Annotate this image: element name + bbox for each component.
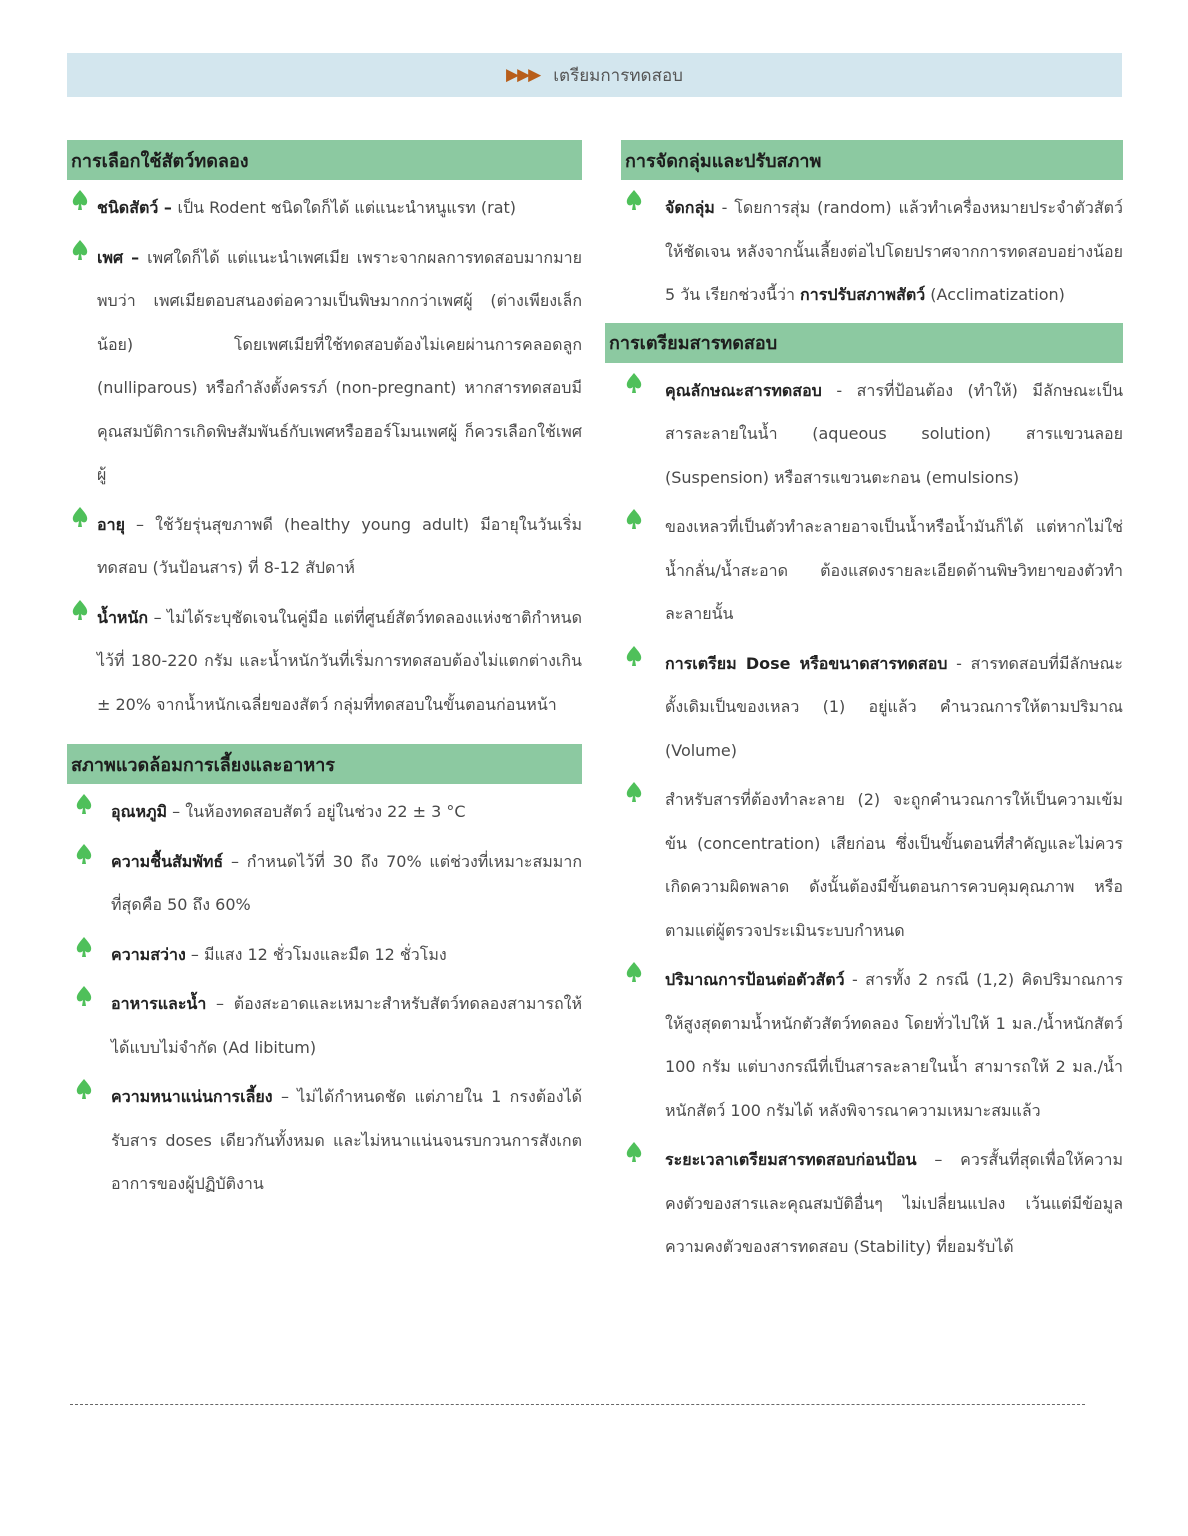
item-text: – ใช้วัยรุ่นสุขภาพดี (healthy young adult) มีอายุในวันเริ่มทดสอบ (วันป้อนสาร) ที่ 8-12 สัปดาห์ — [97, 514, 582, 577]
item-term: ระยะเวลาเตรียมสารทดสอบก่อนป้อน — [665, 1150, 917, 1169]
spade-leaf-icon — [71, 189, 89, 211]
left-column — [67, 140, 582, 1206]
page-banner — [67, 53, 1122, 97]
banner-title: เตรียมการทดสอบ — [553, 65, 683, 86]
section-environment — [67, 744, 582, 1206]
list-item — [621, 186, 1123, 317]
item-text: ของเหลวที่เป็นตัวทำละลายอาจเป็นน้ำหรือน้ำมันก็ได้ แต่หากไม่ใช่น้ำกลั่น/น้ำสะอาด ต้องแสดงรายละเอียดด้านพิษวิทยาของตัวทำละลายนั้น — [665, 517, 1123, 623]
section-grouping — [621, 140, 1123, 317]
spade-leaf-icon — [71, 599, 89, 621]
spade-leaf-icon — [625, 645, 643, 667]
item-text: เพศใดก็ได้ แต่แนะนำเพศเมีย เพราะจากผลการทดสอบมากมายพบว่า เพศเมียตอบสนองต่อความเป็นพิษมากกว่าเพศผู้ (ต่างเพียงเล็กน้อย) โดยเพศเมียที่ใช้ทดสอบต้องไม่เคยผ่านการคลอดลูก (nulliparous) หรือกำลังตั้งครรภ์ (non-pregnant) หากสารทดสอบมีคุณสมบัติการเกิดพิษสัมพันธ์กับเพศหรือฮอร์โมนเพศผู้ ก็ควรเลือกใช้เพศผู้ — [97, 247, 582, 484]
item-term: น้ำหนัก — [97, 607, 149, 627]
list-item — [67, 982, 582, 1069]
item-term: อุณหภูมิ — [111, 802, 168, 821]
item-text: – ในห้องทดสอบสัตว์ อยู่ในช่วง 22 ± 3 °C — [167, 802, 466, 821]
list-item — [605, 369, 1123, 500]
list-item — [67, 596, 582, 727]
item-text: - สารทดสอบที่มีลักษณะดั้งเดิมเป็นของเหลว (1) อยู่แล้ว คำนวณการให้ตามปริมาณ (Volume) — [665, 653, 1123, 760]
item-term: เพศ – — [97, 247, 148, 267]
spade-leaf-icon — [625, 508, 643, 530]
spade-leaf-icon — [625, 781, 643, 803]
item-text: - สารที่ป้อนต้อง (ทำให้) มีลักษณะเป็นสารละลายในน้ำ (aqueous solution) สารแขวนลอย (Suspension) หรือสารแขวนตะกอน (emulsions) — [665, 380, 1123, 487]
spade-leaf-icon — [71, 506, 89, 528]
list-item — [605, 1138, 1123, 1269]
spade-leaf-icon — [71, 239, 89, 261]
list-item — [67, 790, 582, 834]
spade-leaf-icon — [625, 1141, 643, 1163]
spade-leaf-icon — [75, 985, 93, 1007]
spade-leaf-icon — [625, 189, 643, 211]
item-text: – มีแสง 12 ชั่วโมงและมืด 12 ชั่วโมง — [185, 944, 447, 964]
spade-leaf-icon — [625, 372, 643, 394]
triple-arrow-icon: ▶▶▶ — [506, 65, 540, 85]
list-item — [67, 933, 582, 977]
item-text: เป็น Rodent ชนิดใดก็ได้ แต่แนะนำหนูแรท (rat) — [177, 198, 517, 217]
item-term: ปริมาณการป้อนต่อตัวสัตว์ — [665, 970, 845, 989]
list-item — [67, 1075, 582, 1206]
item-text: - โดยการสุ่ม (random) แล้วทำเครื่องหมายประจำตัวสัตว์ให้ชัดเจน หลังจากนั้นเลี้ยงต่อไปโดยปราศจากการทดสอบอย่างน้อย 5 วัน เรียกช่วงนี้ว่า — [665, 198, 1123, 304]
list-item — [605, 958, 1123, 1132]
item-text: – ไม่ได้กำหนดชัด แต่ภายใน 1 กรงต้องได้รับสาร doses เดียวกันทั้งหมด และไม่หนาแน่นจนรบกวนการสังเกตอาการของผู้ปฏิบัติงาน — [111, 1087, 582, 1193]
item-term: ความสว่าง — [111, 944, 186, 964]
spade-leaf-icon — [75, 793, 93, 815]
spade-leaf-icon — [75, 936, 93, 958]
item-text: – ต้องสะอาดและเหมาะสำหรับสัตว์ทดลองสามารถให้ได้แบบไม่จำกัด (Ad libitum) — [111, 994, 582, 1057]
list-item — [67, 236, 582, 497]
spade-leaf-icon — [75, 843, 93, 865]
item-term: ความชื้นสัมพัทธ์ — [111, 851, 224, 871]
spade-leaf-icon — [625, 961, 643, 983]
list-item — [67, 840, 582, 927]
item-term-secondary: การปรับสภาพสัตว์ — [800, 285, 926, 304]
section-heading: การจัดกลุ่มและปรับสภาพ — [621, 140, 1123, 180]
section-heading: การเลือกใช้สัตว์ทดลอง — [67, 140, 582, 180]
section-heading: การเตรียมสารทดสอบ — [605, 323, 1123, 363]
list-item — [67, 186, 582, 230]
item-term: การเตรียม Dose หรือขนาดสารทดสอบ — [665, 653, 948, 673]
section-test-substance — [605, 323, 1123, 1269]
item-term: คุณลักษณะสารทดสอบ — [665, 380, 822, 400]
item-term: ชนิดสัตว์ – — [97, 198, 178, 217]
list-item — [605, 778, 1123, 952]
item-term: ความหนาแน่นการเลี้ยง — [111, 1087, 273, 1106]
spade-leaf-icon — [75, 1078, 93, 1100]
list-item — [605, 642, 1123, 773]
item-text: – ควรสั้นที่สุดเพื่อให้ความคงตัวของสารและคุณสมบัติอื่นๆ ไม่เปลี่ยนแปลง เว้นแต่มีข้อมูลความคงตัวของสารทดสอบ (Stability) ที่ยอมรับได้ — [665, 1150, 1123, 1256]
item-term: อายุ — [97, 514, 125, 534]
list-item — [67, 503, 582, 590]
item-term: จัดกลุ่ม — [665, 198, 715, 217]
item-term: อาหารและน้ำ — [111, 994, 207, 1013]
item-text: - สารทั้ง 2 กรณี (1,2) คิดปริมาณการให้สูงสุดตามน้ำหนักตัวสัตว์ทดลอง โดยทั่วไปให้ 1 มล./น้ำหนักสัตว์ 100 กรัม แต่บางกรณีที่เป็นสารละลายในน้ำ สามารถให้ 2 มล./น้ำหนักสัตว์ 100 กรัมได้ หลังพิจารณาความเหมาะสมแล้ว — [665, 970, 1123, 1120]
footer-divider — [70, 1404, 1085, 1405]
list-item — [605, 505, 1123, 636]
item-text: – กำหนดไว้ที่ 30 ถึง 70% แต่ช่วงที่เหมาะสมมากที่สุดคือ 50 ถึง 60% — [111, 851, 582, 914]
item-text: สำหรับสารที่ต้องทำละลาย (2) จะถูกคำนวณการให้เป็นความเข้มข้น (concentration) เสียก่อน ซึ่งเป็นขั้นตอนที่สำคัญและไม่ควรเกิดความผิดพลาด ดังนั้นต้องมีขั้นตอนการควบคุมคุณภาพ หรือตามแต่ผู้ตรวจประเมินระบบกำหนด — [665, 790, 1123, 940]
right-column — [605, 140, 1123, 1269]
item-text-secondary: (Acclimatization) — [925, 285, 1065, 304]
item-text: – ไม่ได้ระบุชัดเจนในคู่มือ แต่ที่ศูนย์สัตว์ทดลองแห่งชาติกำหนดไว้ที่ 180-220 กรัม และน้ำหนักวันที่เริ่มการทดสอบต้องไม่แตกต่างเกิน ± 20% จากน้ำหนักเฉลี่ยของสัตว์ กลุ่มที่ทดสอบในขั้นตอนก่อนหน้า — [97, 607, 582, 714]
section-animal-selection — [67, 140, 582, 726]
section-heading: สภาพแวดล้อมการเลี้ยงและอาหาร — [67, 744, 582, 784]
